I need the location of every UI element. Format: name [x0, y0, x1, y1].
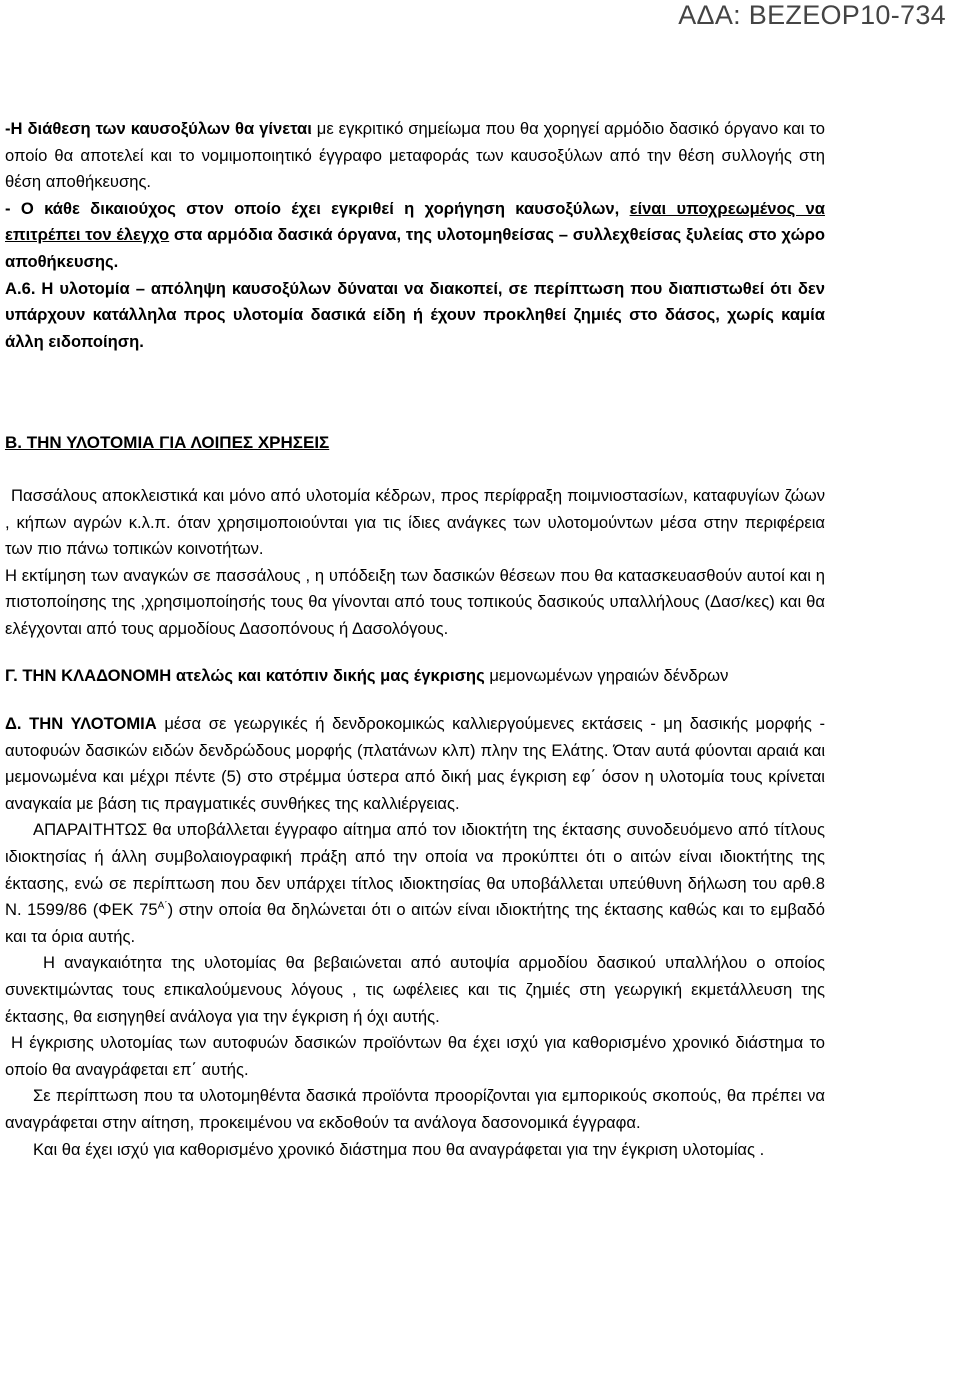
- paragraph-stakes: Πασσάλους αποκλειστικά και μόνο από υλοτομία κέδρων, προς περίφραξη ποιμνιοστασίων, καταφυγίων ζώων , κήπων αγρών κ.λ.π. όταν χρησιμοποιούνται για τις ίδιες ανάγκες των υλοτομούντων μέσα στην περιφέρεια των πιο πάνω τοπικών κοινοτήτων.: [5, 485, 825, 559]
- paragraph-required-pre: ΑΠΑΡΑΙΤΗΤΩΣ θα υποβάλλεται έγγραφο αίτημα από τον ιδιοκτήτη της έκτασης συνοδευόμενο από τίτλους ιδιοκτησίας ή άλλη συμβολαιογραφική πράξη από την οποία να προκύπτει ότι ο αιτών είναι ιδιοκτήτης της έκτασης, ενώ σε περίπτωση που δεν υπάρχει τίτλος ιδιοκτησίας θα υποβάλλεται υπεύθυνη δήλωση του αρθ.8 Ν. 1599/86 (ΦΕΚ 75: [5, 820, 825, 920]
- paragraph-estimation: Η εκτίμηση των αναγκών σε πασσάλους , η υπόδειξη των δασικών θέσεων που θα κατασκευασθούν αυτοί και η πιστοποίησης της ,χρησιμοποίησής τους θα γίνονται από τους τοπικούς δασικούς υπαλλήλους (Δασ/κες) και θα ελέγχονται από τους αρμοδίους Δασοπόνους ή Δασολόγους.: [5, 565, 825, 638]
- paragraph-beneficiary-pre: - Ο κάθε δικαιούχος στον οποίο έχει εγκριθεί η χορήγηση καυσοξύλων,: [5, 198, 630, 218]
- paragraph-commercial: Σε περίπτωση που τα υλοτομηθέντα δασικά προϊόντα προορίζονται για εμπορικούς σκοπούς, θα πρέπει να αναγράφεται στην αίτηση, προκειμένου να εκδοθούν τα ανάλογα δασονομικά έγγραφα.: [5, 1086, 825, 1132]
- paragraph-a6: Α.6. Η υλοτομία – απόληψη καυσοξύλων δύναται να διακοπεί, σε περίπτωση που διαπιστωθεί ότι δεν υπάρχουν κατάλληλα προς υλοτομία δασικά είδη ή έχουν προκληθεί ζημιές στο δάσος, χωρίς καμία άλλη ειδοποίηση.: [5, 278, 825, 351]
- paragraph-distribution: [5, 116, 825, 196]
- section-heading-b: Β. ΤΗΝ ΥΛΟΤΟΜΙΑ ΓΙΑ ΛΟΙΠΕΣ ΧΡΗΣΕΙΣ: [5, 433, 330, 453]
- paragraph-validity-period: Και θα έχει ισχύ για καθορισμένο χρονικό διάστημα που θα αναγράφεται για την έγκριση υλοτομίας .: [33, 1139, 765, 1159]
- section-heading-g-text: μεμονωμένων γηραιών δένδρων: [484, 665, 729, 685]
- paragraph-required: [5, 817, 825, 950]
- section-heading-d-text: μέσα σε γεωργικές ή δενδροκομικώς καλλιεργούμενες εκτάσεις - μη δασικής μορφής - αυτοφυών δασικών ειδών δενδρώδους μορφής (πλατάνων κλπ) πλην της Ελάτης. Όταν αυτά φύονται αραιά και μεμονωμένα και μέχρι πέντε (5) στο στρέμμα ύστερα από δική μας έγκριση εφ΄ όσον η υλοτομία τους κρίνεται αναγκαία με βάση τις πραγματικές συνθήκες της καλλιέργειας.: [5, 714, 825, 813]
- paragraph-required-post: ) στην οποία θα δηλώνεται ότι ο αιτών είναι ιδιοκτήτης της έκτασης καθώς και το εμβαδό και τα όρια αυτής.: [5, 900, 826, 946]
- paragraph-beneficiary-post: στα αρμόδια δασικά όργανα, της υλοτομηθείσας – συλλεχθείσας ξυλείας στο χώρο αποθήκευσης.: [5, 225, 825, 271]
- ada-number: ΑΔΑ: ΒΕΖΕΟΡ10-734: [678, 0, 946, 30]
- paragraph-distribution-text: με εγκριτικό σημείωμα που θα χορηγεί αρμόδιο δασικό όργανο και το οποίο θα αποτελεί και το νομιμοποιητικό έγγραφο μεταφοράς των καυσοξύλων από την θέση συλλογής στη θέση αποθήκευσης.: [5, 119, 825, 192]
- paragraph-distribution-bold: -Η διάθεση των καυσοξύλων θα γίνεται: [5, 119, 312, 138]
- paragraph-necessity: Η αναγκαιότητα της υλοτομίας θα βεβαιώνεται από αυτοψία αρμοδίου δασικού υπαλλήλου ο οποίος συνεκτιμώντας τους επικαλούμενους λόγους , τις ωφέλειες και τις ζημιές στη γεωργική εκμετάλλευση της έκτασης, θα εισηγηθεί ανάλογα για την έγκριση ή όχι αυτής.: [5, 953, 825, 1026]
- section-heading-g: [5, 663, 825, 690]
- section-heading-g-bold: Γ. ΤΗΝ ΚΛΑΔΟΝΟΜΗ ατελώς και κατόπιν δικής μας έγκρισης: [5, 665, 485, 685]
- section-heading-d-bold: Δ. ΤΗΝ ΥΛΟΤΟΜΙΑ: [5, 714, 157, 734]
- section-heading-d: [5, 711, 825, 817]
- paragraph-required-sup: Α΄: [157, 900, 168, 912]
- paragraph-approval-validity: Η έγκρισης υλοτομίας των αυτοφυών δασικών προϊόντων θα έχει ισχύ για καθορισμένο χρονικό διάστημα το οποίο θα αναγράφεται επ΄ αυτής.: [5, 1033, 825, 1079]
- document-body: [5, 116, 825, 1163]
- paragraph-beneficiary: [5, 196, 825, 276]
- paragraph-beneficiary-underlined: είναι υποχρεωμένος να επιτρέπει τον έλεγχο: [5, 198, 825, 245]
